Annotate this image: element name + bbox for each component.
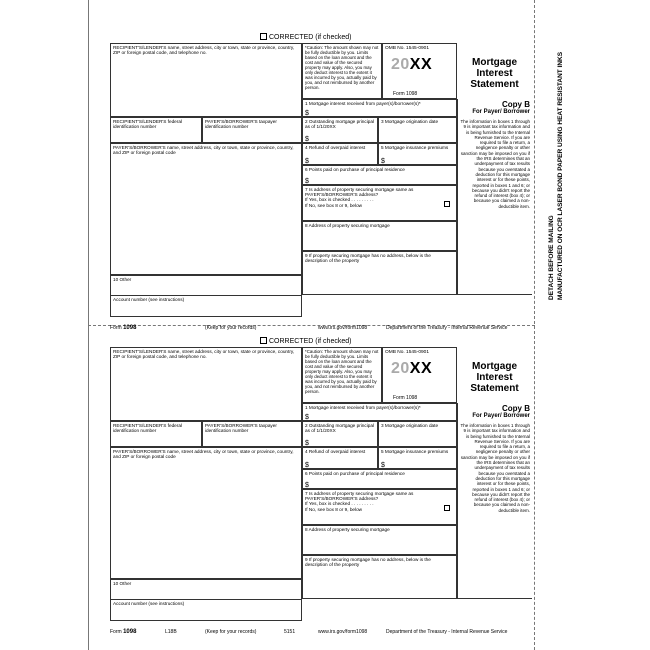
box-6-label: 6 Points paid on purchase of principal residence: [305, 471, 405, 476]
corrected-checkbox[interactable]: [260, 337, 267, 344]
year-box: [382, 43, 457, 99]
box-1-label: 1 Mortgage interest received from payer(s)/borrower(s)*: [305, 405, 421, 410]
box-7-same-address: [302, 489, 457, 525]
footer-keep: (Keep for your records): [205, 325, 257, 331]
box-7-yes-text: If Yes, box is checked . . . . . . . . .: [305, 501, 374, 507]
tax-year-suffix: XX: [409, 360, 433, 377]
dollar-sign: $: [305, 177, 309, 185]
recipient-name-box[interactable]: [110, 347, 302, 421]
box-5-insurance[interactable]: [378, 447, 457, 469]
payer-name-box[interactable]: [110, 143, 302, 275]
payer-name-box[interactable]: [110, 447, 302, 579]
dollar-sign: $: [305, 461, 309, 469]
box-1-mortgage-interest[interactable]: [302, 403, 457, 421]
box-7-label: 7 Is address of property securing mortgage same as PAYER'S/BORROWER'S address?: [305, 491, 414, 502]
recipient-name-box[interactable]: [110, 43, 302, 117]
box-6-label: 6 Points paid on purchase of principal residence: [305, 167, 405, 172]
tax-year: [391, 56, 433, 73]
payer-name-label: PAYER'S/BORROWER'S name, street address, city or town, state or province, country, and ZIP or foreign postal code: [113, 449, 294, 460]
box-7-label: 7 Is address of property securing mortgage same as PAYER'S/BORROWER'S address?: [305, 187, 414, 198]
box-6-points[interactable]: [302, 165, 457, 185]
box-9-property-description[interactable]: [302, 251, 457, 295]
form-title: [457, 43, 532, 99]
recipient-tin-label: RECIPIENT'S/LENDER'S federal identification number: [113, 423, 182, 434]
tax-year-suffix: XX: [409, 56, 433, 73]
box-2-principal[interactable]: [302, 421, 378, 447]
caution-text: *Caution: The amount shown may not be fully deductible by you. Limits based on the loan amount and the cost and value of the secured property may apply. Also, you may only deduct interest to the extent it was incurred by you, actually paid by you, and not reimbursed by another person.: [305, 45, 379, 90]
form-1098-copy: [110, 34, 532, 333]
box-4-refund[interactable]: [302, 143, 378, 165]
payer-name-label: PAYER'S/BORROWER'S name, street address, city or town, state or province, country, and ZIP or foreign postal code: [113, 145, 294, 156]
box-3-origination-date[interactable]: [378, 421, 457, 447]
footer-url[interactable]: www.irs.gov/form1098: [318, 325, 368, 331]
recipient-tin-box[interactable]: [110, 421, 202, 447]
box-3-origination-date[interactable]: [378, 117, 457, 143]
corrected-checkbox-row: [260, 33, 351, 41]
year-box: [382, 347, 457, 403]
caution-box: [302, 43, 382, 99]
form-title-text: Mortgage Interest Statement: [470, 57, 519, 90]
dollar-sign: $: [381, 461, 385, 469]
recipient-name-label: RECIPIENT'S/LENDER'S name, street address, city or town, state or province, country, ZIP or foreign postal code, and telephone no.: [113, 45, 295, 56]
box-2-principal[interactable]: [302, 117, 378, 143]
box-7-no-text: If No, see box 8 or 9, below: [305, 202, 363, 208]
box-10-other[interactable]: [110, 275, 302, 295]
caution-text: *Caution: The amount shown may not be fully deductible by you. Limits based on the loan amount and the cost and value of the secured property may apply. Also, you may only deduct interest to the extent it was incurred by you, actually paid by you, and not reimbursed by another person.: [305, 349, 379, 394]
form-1098-copy: [110, 338, 532, 637]
form-number-label: Form 1098: [393, 394, 418, 401]
box-9-label: 9 If property securing mortgage has no address, below is the description of the property: [305, 253, 431, 264]
dollar-sign: $: [305, 439, 309, 447]
box-1-mortgage-interest[interactable]: [302, 99, 457, 117]
box-2-label: 2 Outstanding mortgage principal as of 1/1/20XX: [305, 119, 375, 130]
copy-b-subheading: For Payer/ Borrower: [472, 413, 530, 419]
footer-department: Department of the Treasury - Internal Revenue Service: [386, 325, 508, 331]
box-4-label: 4 Refund of overpaid interest: [305, 449, 366, 454]
footer-department: Department of the Treasury - Internal Revenue Service: [386, 629, 508, 635]
box-7-checkbox[interactable]: [444, 201, 450, 207]
box-10-other[interactable]: [110, 579, 302, 599]
footer-url[interactable]: www.irs.gov/form1098: [318, 629, 368, 635]
form-number-label: Form 1098: [393, 90, 418, 97]
copy-b-info-text: The information in boxes 1 through 9 is important tax information and is being furnished to the Internal Revenue Service. If you are required to file a return, a negligence penalty or other sanction may be imposed on you if the IRS determines that an underpayment of tax results because you overstated a deduction for this mortgage interest or for these points, reported in boxes 1 and 6; or because you didn't report the refund of interest (box 4); or because you claimed a non-deductible item.: [460, 119, 530, 209]
box-3-label: 3 Mortgage origination date: [381, 423, 439, 428]
footer-keep: (Keep for your records): [205, 629, 257, 635]
omb-number: OMB No. 1545-0901: [385, 46, 429, 51]
box-7-yes-text: If Yes, box is checked . . . . . . . . .: [305, 197, 374, 203]
box-8-property-address[interactable]: [302, 221, 457, 251]
account-number-box[interactable]: [110, 599, 302, 621]
box-3-label: 3 Mortgage origination date: [381, 119, 439, 124]
payer-tin-box[interactable]: [202, 117, 302, 143]
box-1-label: 1 Mortgage interest received from payer(s)/borrower(s)*: [305, 101, 421, 106]
payer-tin-box[interactable]: [202, 421, 302, 447]
footer-form-num: 1098: [123, 325, 137, 331]
dollar-sign: $: [305, 135, 309, 143]
side-instructions: [547, 50, 577, 300]
box-8-label: 8 Address of property securing mortgage: [305, 223, 390, 228]
footer-code: L18B: [165, 629, 177, 635]
detach-notice: DETACH BEFORE MAILING: [548, 215, 555, 300]
tax-year: [391, 360, 433, 377]
box-7-no-text: If No, see box 8 or 9, below: [305, 506, 363, 512]
caution-box: [302, 347, 382, 403]
box-5-label: 5 Mortgage insurance premiums: [381, 449, 449, 454]
dollar-sign: $: [305, 481, 309, 489]
box-9-property-description[interactable]: [302, 555, 457, 599]
account-number-label: Account number (see instructions): [113, 601, 185, 606]
footer-form-word: Form: [110, 325, 122, 331]
corrected-checkbox-row: [260, 337, 351, 345]
box-8-property-address[interactable]: [302, 525, 457, 555]
box-10-label: 10 Other: [113, 581, 132, 586]
tax-year-prefix: 20: [391, 360, 410, 377]
footer-form-num: 1098: [123, 629, 137, 635]
dollar-sign: $: [305, 109, 309, 117]
footer-form-number: [110, 629, 136, 647]
box-5-insurance[interactable]: [378, 143, 457, 165]
dollar-sign: $: [305, 157, 309, 165]
footer-form-word: Form: [110, 629, 122, 635]
corrected-label: CORRECTED (if checked): [269, 338, 352, 345]
account-number-label: Account number (see instructions): [113, 297, 185, 302]
copy-b-panel: [457, 99, 532, 295]
copy-b-panel: [457, 403, 532, 599]
account-number-box[interactable]: [110, 295, 302, 317]
dollar-sign: $: [305, 413, 309, 421]
box-4-refund[interactable]: [302, 447, 378, 469]
omb-number: OMB No. 1545-0901: [385, 350, 429, 355]
box-8-label: 8 Address of property securing mortgage: [305, 527, 390, 532]
copy-b-heading: Copy B: [502, 100, 530, 109]
recipient-tin-box[interactable]: [110, 117, 202, 143]
paper-notice: MANUFACTURED ON OCR LASER BOND PAPER USING HEAT RESISTANT INKS: [557, 51, 564, 300]
box-9-label: 9 If property securing mortgage has no address, below is the description of the property: [305, 557, 431, 568]
box-5-label: 5 Mortgage insurance premiums: [381, 145, 449, 150]
corrected-checkbox[interactable]: [260, 33, 267, 40]
box-6-points[interactable]: [302, 469, 457, 489]
recipient-name-label: RECIPIENT'S/LENDER'S name, street address, city or town, state or province, country, ZIP or foreign postal code, and telephone no.: [113, 349, 295, 360]
box-10-label: 10 Other: [113, 277, 132, 282]
footer-form-number: [110, 325, 136, 343]
payer-tin-label: PAYER'S/BORROWER'S taxpayer identification number: [205, 423, 277, 434]
tax-year-prefix: 20: [391, 56, 410, 73]
box-7-same-address: [302, 185, 457, 221]
box-2-label: 2 Outstanding mortgage principal as of 1/1/20XX: [305, 423, 375, 434]
recipient-tin-label: RECIPIENT'S/LENDER'S federal identification number: [113, 119, 182, 130]
payer-tin-label: PAYER'S/BORROWER'S taxpayer identification number: [205, 119, 277, 130]
side-instructions-text: [547, 50, 565, 300]
copy-b-subheading: For Payer/ Borrower: [472, 109, 530, 115]
form-title: [457, 347, 532, 403]
footer-catalog: 5151: [284, 629, 296, 635]
box-7-checkbox[interactable]: [444, 505, 450, 511]
form-title-text: Mortgage Interest Statement: [470, 361, 519, 394]
corrected-label: CORRECTED (if checked): [269, 34, 352, 41]
copy-b-info-text: The information in boxes 1 through 9 is important tax information and is being furnished to the Internal Revenue Service. If you are required to file a return, a negligence penalty or other sanction may be imposed on you if the IRS determines that an underpayment of tax results because you overstated a deduction for this mortgage interest or for these points, reported in boxes 1 and 6; or because you didn't report the refund of interest (box 4); or because you claimed a non-deductible item.: [460, 423, 530, 513]
box-4-label: 4 Refund of overpaid interest: [305, 145, 366, 150]
dollar-sign: $: [381, 157, 385, 165]
copy-b-heading: Copy B: [502, 404, 530, 413]
